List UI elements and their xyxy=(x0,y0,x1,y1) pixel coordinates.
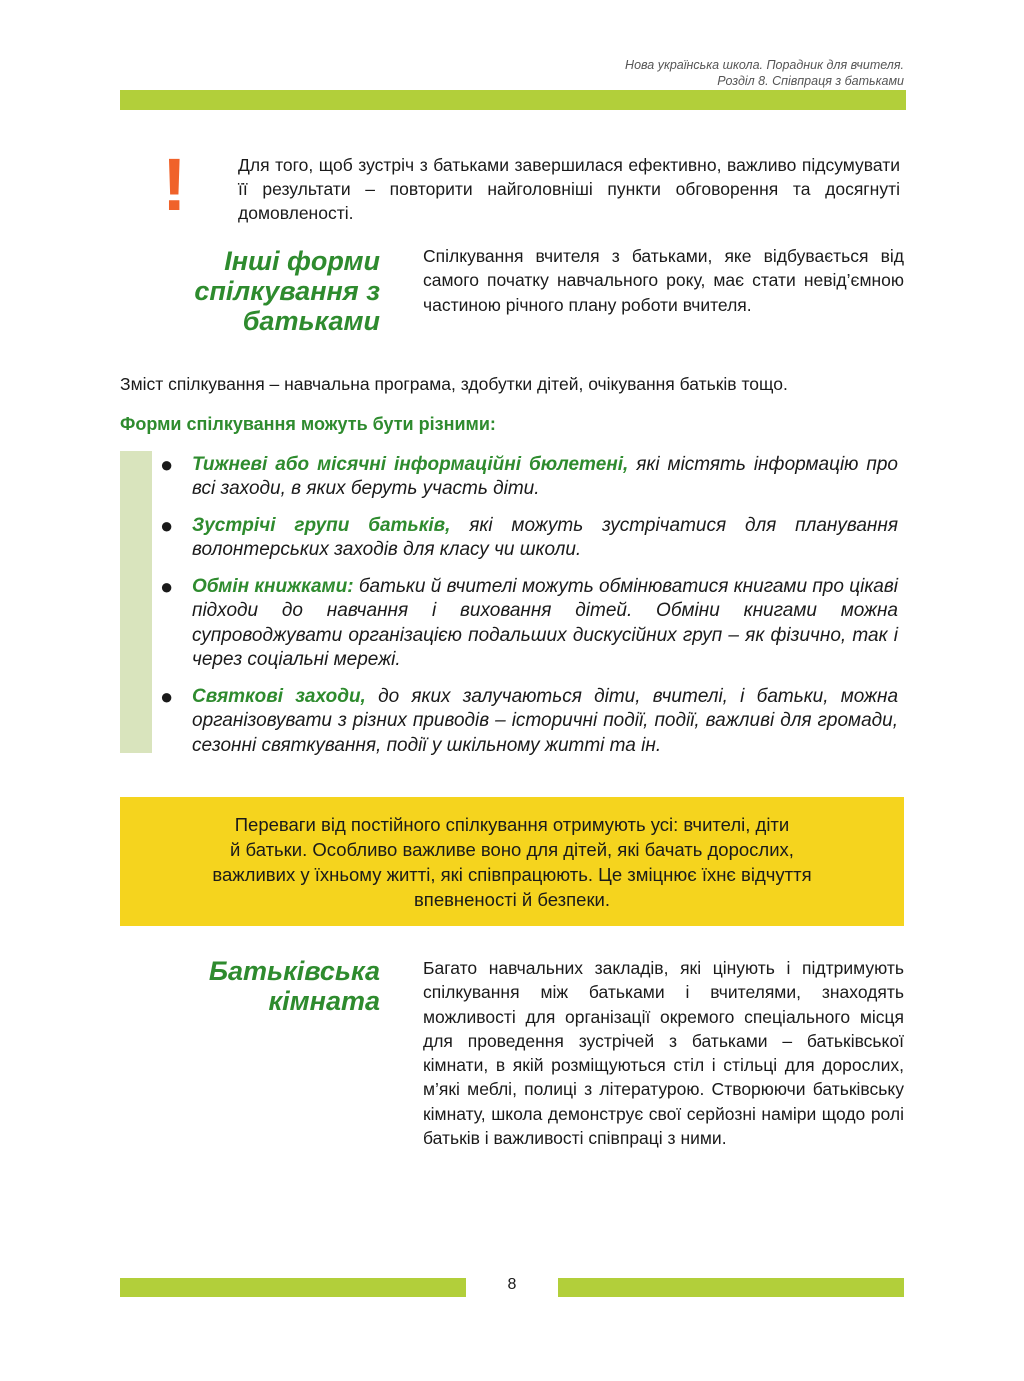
footer-bar-right xyxy=(558,1278,904,1297)
list-item: ● Зустрічі групи батьків, які можуть зустрічатися для планування волонтерських заходів для класу чи школи. xyxy=(160,513,898,561)
list-item: ● Тижневі або місячні інформаційні бюлетені, які містять інформацію про всі заходи, в яких беруть участь діти. xyxy=(160,452,898,500)
section-body-parents-room: Багато навчальних закладів, які цінують і підтримують спілкування між батьками і вчителями, знаходять можливості для організації окремого спеціального місця для проведення зустрічей з батьками – батьківської кімнати, в якій розміщуються стіл і стільці для дорослих, м’які меблі, полиці з літературою. Створюючи батьківську кімнату, школа демонструє свої серйозні наміри щодо ролі батьків і важливості співпраці з ними. xyxy=(423,958,904,1149)
highlight-text: Переваги від постійного спілкування отримують усі: вчителі, діти й батьки. Особливо важливе воно для дітей, які бачать дорослих, важливих у їхньому житті, які співпрацюють. Це зміцнює їхнє відчуття впевненості й безпеки. xyxy=(212,814,812,910)
section-body-other-forms: Спілкування вчителя з батьками, яке відбувається від самого початку навчального року, має стати невід’ємною частиною річного плану роботи вчителя. xyxy=(423,246,904,315)
forms-heading: Форми спілкування можуть бути різними: xyxy=(120,414,496,434)
footer-bar-left xyxy=(120,1278,466,1297)
exclamation-icon: ! xyxy=(162,143,187,226)
callout-text: Для того, щоб зустріч з батьками завершилася ефективно, важливо підсумувати її результати – повторити найголовніші пункти обговорення та досягнуті домовленості. xyxy=(238,155,900,223)
running-header-title: Нова українська школа. Порадник для вчителя. xyxy=(625,58,904,72)
bullet-icon: ● xyxy=(160,452,174,477)
section-title-parents-room: Батьківська кімната xyxy=(208,956,380,1016)
running-header-chapter: Розділ 8. Співпраця з батьками xyxy=(717,74,904,88)
bullet-icon: ● xyxy=(160,513,174,538)
section-title-other-forms: Інші форми спілкування з батьками xyxy=(194,246,380,336)
header-bar xyxy=(120,90,906,110)
content-paragraph: Зміст спілкування – навчальна програма, здобутки дітей, очікування батьків тощо. xyxy=(120,374,788,394)
bullet-icon: ● xyxy=(160,684,174,709)
list-item: ● Святкові заходи, до яких залучаються діти, вчителі, і батьки, можна організовувати з різних приводів – історичні події, події, важливі для громади, сезонні святкування, події у шкільному житті та ін. xyxy=(160,684,899,756)
list-item: ● Обмін книжками: батьки й вчителі можуть обмінюватися книгами про цікаві підходи до навчання і виховання дітей. Обміни книгами можна супроводжувати організацією подальших дискусійних груп – як фізично, так і через соціальні мережі. xyxy=(160,574,899,671)
bullet-icon: ● xyxy=(160,574,174,599)
page-number: 8 xyxy=(507,1276,517,1293)
highlight-box xyxy=(120,797,904,926)
list-side-bar xyxy=(120,451,152,753)
